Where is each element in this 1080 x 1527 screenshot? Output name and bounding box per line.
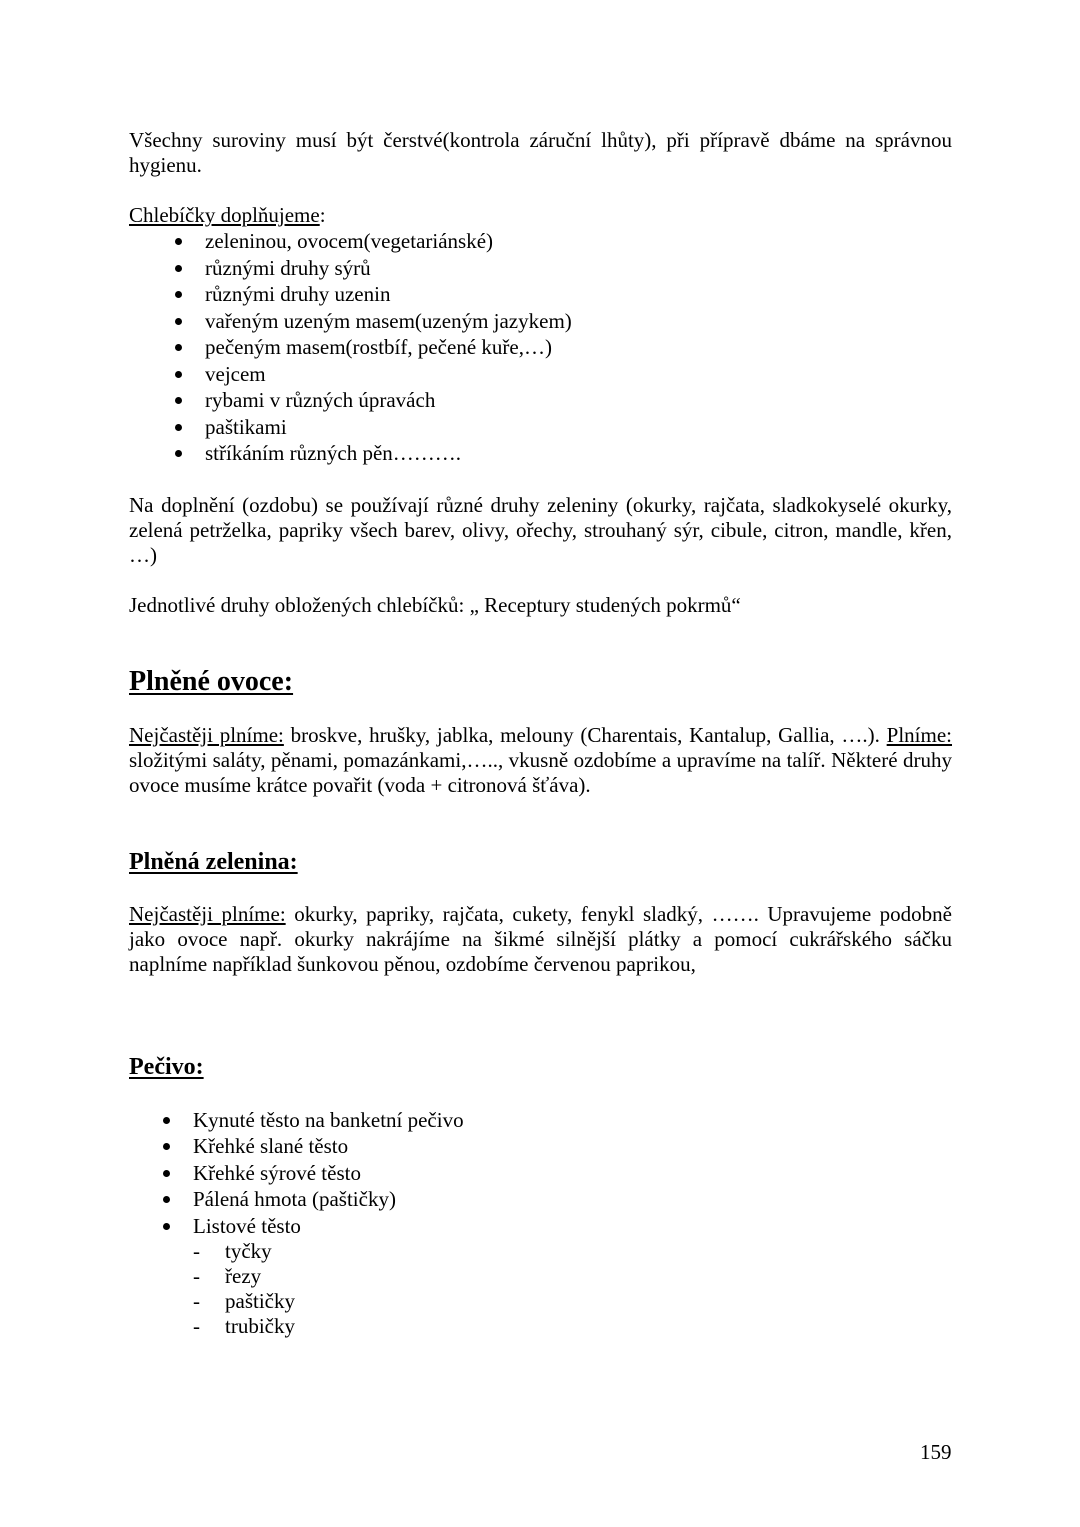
sub-list-item: - řezy: [129, 1264, 952, 1289]
intro-paragraph: Všechny suroviny musí být čerstvé(kontrola záruční lhůty), při přípravě dbáme na správnou hygienu.: [129, 128, 952, 177]
list-item: Křehké slané těsto: [129, 1133, 952, 1160]
sub-list-item: - trubičky: [129, 1314, 952, 1339]
list-item: Pálená hmota (paštičky): [129, 1186, 952, 1213]
sub-list-item: - tyčky: [129, 1239, 952, 1264]
pecivo-heading: Pečivo:: [129, 1053, 204, 1080]
sub-list-item: - paštičky: [129, 1289, 952, 1314]
zelenina-text: okurky, papriky, rajčata, cukety, fenykl sladký, ……. Upravujeme podobně jako ovoce např. okurky nakrájíme na šikmé silnější plátky a pomocí cukrářského sáčku naplníme například šunkovou pěnou, ozdobíme červenou paprikou,: [129, 901, 952, 976]
chlebicky-label-line: [129, 203, 952, 228]
page-content: [129, 128, 952, 1339]
ovoce-label-2: Plníme:: [886, 722, 952, 747]
chlebicky-label: Chlebíčky doplňujeme: [129, 203, 320, 227]
list-item: vejcem: [129, 361, 952, 388]
ovoce-label-1: Nejčastěji plníme:: [129, 722, 284, 747]
zelenina-heading: Plněná zelenina:: [129, 848, 298, 875]
list-item: pečeným masem(rostbíf, pečené kuře,…): [129, 334, 952, 361]
ovoce-paragraph: [129, 723, 952, 798]
ovoce-heading: Plněné ovoce:: [129, 665, 294, 697]
zelenina-label: Nejčastěji plníme:: [129, 901, 286, 926]
list-item: Listové těsto: [129, 1213, 952, 1240]
chlebicky-label-colon: :: [319, 203, 326, 227]
list-item: zeleninou, ovocem(vegetariánské): [129, 228, 952, 255]
listove-testo-sublist: [129, 1239, 952, 1339]
list-item: různými druhy sýrů: [129, 255, 952, 282]
zelenina-paragraph: [129, 902, 952, 977]
doplneni-paragraph: Na doplnění (ozdobu) se používají různé druhy zeleniny (okurky, rajčata, sladkokyselé okurky, zelená petrželka, papriky všech barev, olivy, ořechy, strouhaný sýr, cibule, citron, mandle, křen, …): [129, 492, 952, 567]
list-item: Křehké sýrové těsto: [129, 1160, 952, 1187]
list-item: Kynuté těsto na banketní pečivo: [129, 1107, 952, 1134]
chlebicky-list: [129, 228, 952, 467]
list-item: paštikami: [129, 414, 952, 441]
ovoce-text-2: složitými saláty, pěnami, pomazánkami,….., vkusně ozdobíme a upravíme na talíř. Některé druhy ovoce musíme krátce povařit (voda + citronová šťáva).: [129, 747, 952, 797]
pecivo-list: [129, 1107, 952, 1240]
list-item: různými druhy uzenin: [129, 281, 952, 308]
druhy-paragraph: Jednotlivé druhy obložených chlebíčků: „ Receptury studených pokrmů“: [129, 592, 741, 617]
page-number: 159: [920, 1440, 952, 1464]
list-item: vařeným uzeným masem(uzeným jazykem): [129, 308, 952, 335]
list-item: rybami v různých úpravách: [129, 387, 952, 414]
ovoce-text-1: broskve, hrušky, jablka, melouny (Charentais, Kantalup, Gallia, ….).: [283, 722, 887, 747]
list-item: stříkáním různých pěn……….: [129, 440, 952, 467]
